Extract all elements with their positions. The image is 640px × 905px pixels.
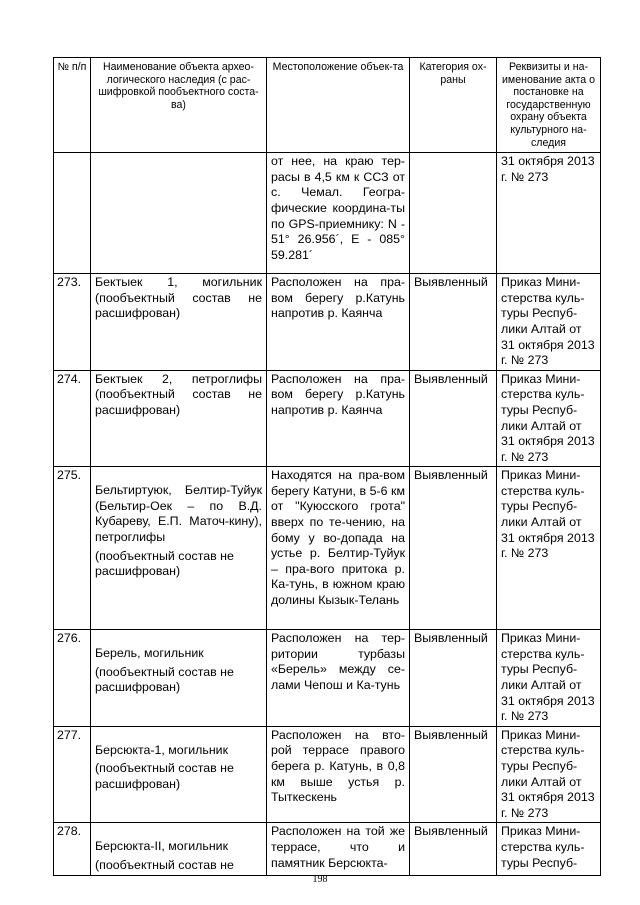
object-composition-note: (пообъектный состав не [95, 858, 234, 872]
protection-category: Выявленный [410, 726, 497, 823]
act-requisites: Приказ Мини-стерства куль-туры Респуб-лики Алтай от 31 октября 2013 г. № 273 [497, 630, 601, 727]
header-requisites: Реквизиты и на-именование акта о постановке на государственную охрану объекта культурного на-следия [497, 58, 601, 153]
table-header-row [54, 58, 601, 153]
header-name: Наименование объекта архео-логического наследия (с рас-шифровкой пообъектного соста-ва) [91, 58, 267, 153]
object-location: Находятся на пра-вом берегу Катуни, в 5-6 км от "Куюсского грота" вверх по те-чению, на бому у во-допада на устье р. Белтир-Туйук – пра-вого притока р. Ка-тунь, в южном краю долины Кызык-Телань [271, 468, 405, 608]
object-composition-note: (пообъектный состав не расшифрован) [95, 548, 234, 579]
row-number: 274. [54, 370, 91, 467]
protection-category: Выявленный [410, 630, 497, 727]
object-composition-note: (пообъектный состав не расшифрован) [95, 761, 234, 792]
table-row [54, 370, 601, 467]
header-location: Местоположение объек-та [267, 58, 410, 153]
header-category: Категория ох-раны [410, 58, 497, 153]
act-requisites: Приказ Мини-стерства куль-туры Респуб- [497, 823, 601, 875]
protection-category: Выявленный [410, 467, 497, 630]
row-number: 276. [54, 630, 91, 727]
object-name: Берель, могильник [95, 646, 204, 661]
object-composition-note: (пообъектный состав не расшифрован) [95, 664, 234, 695]
row-number: 273. [54, 274, 91, 371]
table-row [54, 274, 601, 371]
act-requisites: Приказ Мини-стерства куль-туры Респуб-лики Алтай от 31 октября 2013 г. № 273 [497, 467, 601, 630]
table-row [54, 630, 601, 727]
row-number: 275. [54, 467, 91, 630]
page-number: 198 [312, 874, 328, 885]
object-location: Расположен на вто-рой террасе правого берега р. Катунь, в 0,8 км выше устья р. Тыткескень [271, 727, 405, 805]
act-requisites: Приказ Мини-стерства куль-туры Респуб-лики Алтай от 31 октября 2013 г. № 273 [497, 726, 601, 823]
object-name: Бельтиртуюк, Белтир-Туйук (Бельтир-Оек – по В.Д. Кубареву, Е.П. Маточ-кину), петроглифы [95, 483, 262, 545]
object-name: Берсюкта-1, могильник [95, 742, 229, 757]
object-location: Расположен на пра-вом берегу р.Катунь напротив р. Каянча [271, 371, 405, 417]
heritage-register-table [53, 57, 601, 876]
act-requisites: Приказ Мини-стерства куль-туры Респуб-лики Алтай от 31 октября 2013 г. № 273 [497, 274, 601, 371]
object-location: Расположен на той же террасе, что и памятник Берсюкта- [271, 824, 405, 870]
table-row-continuation [54, 153, 601, 274]
object-name: Берсюкта-II, могильник [95, 839, 229, 854]
row-number: 277. [54, 726, 91, 823]
object-name: Бектыек 1, могильник (пообъектный состав не расшифрован) [95, 275, 262, 321]
row-number: 278. [54, 823, 91, 875]
object-name: Бектыек 2, петроглифы (пообъектный состав не расшифрован) [95, 371, 262, 417]
header-num: № п/п [54, 58, 91, 153]
protection-category: Выявленный [410, 370, 497, 467]
object-location: Расположен на тер-ритории турбазы «Берель» между се-лами Чепош и Ка-тунь [271, 631, 405, 693]
table-row [54, 823, 601, 875]
table-row [54, 467, 601, 630]
protection-category: Выявленный [410, 274, 497, 371]
object-location: Расположен на пра-вом берегу р.Катунь напротив р. Каянча [271, 275, 405, 321]
protection-category: Выявленный [410, 823, 497, 875]
table-row [54, 726, 601, 823]
act-requisites: Приказ Мини-стерства куль-туры Респуб-лики Алтай от 31 октября 2013 г. № 273 [497, 370, 601, 467]
continuation-requisites: 31 октября 2013 г. № 273 [501, 154, 595, 184]
continuation-location: от нее, на краю тер-расы в 4,5 км к ССЗ от с. Чемал. Геогра-фические координа-ты по GPS-приемнику: N - 51° 26.956´, E - 085° 59.281´ [271, 154, 405, 262]
